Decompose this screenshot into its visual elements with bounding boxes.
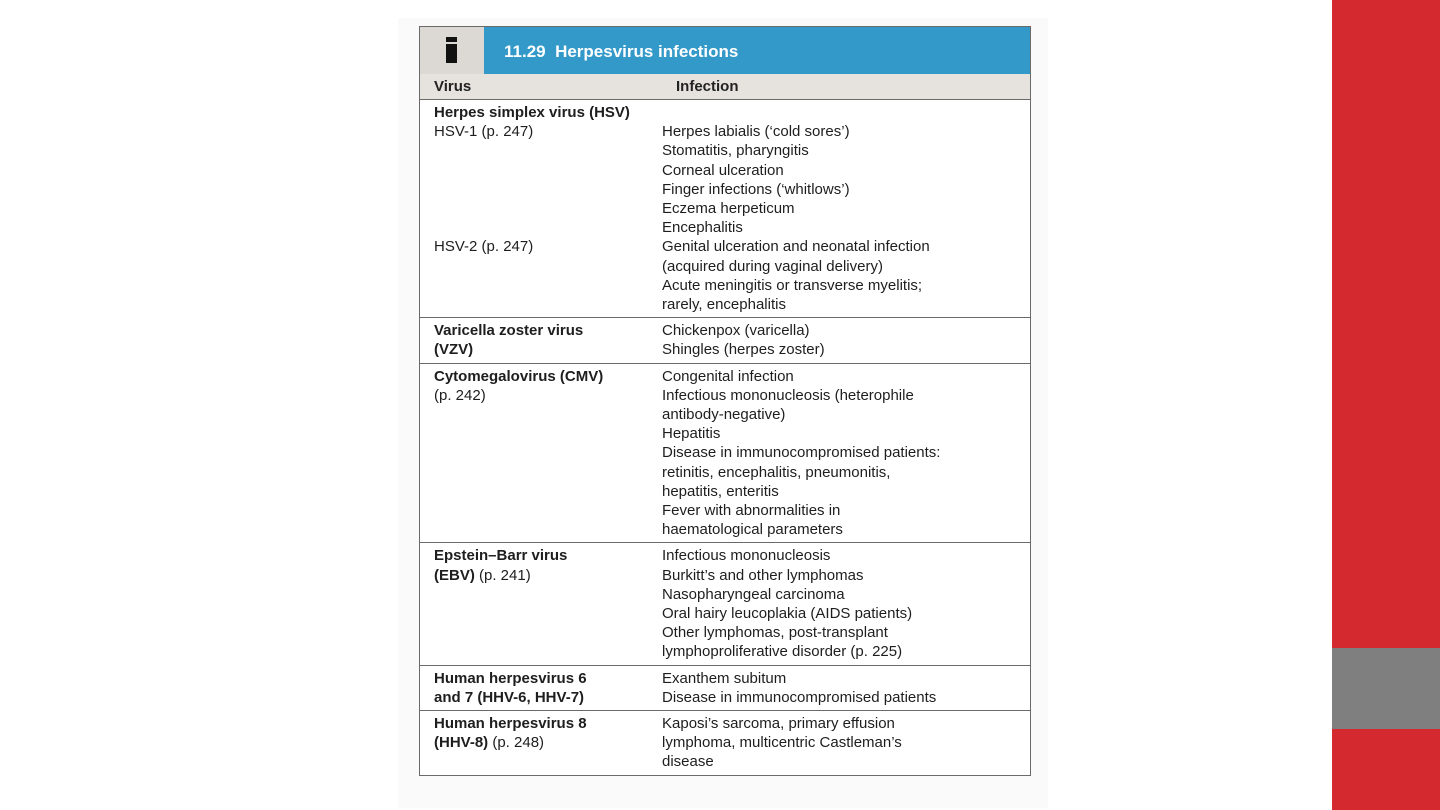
- infection-line: disease: [662, 753, 714, 771]
- virus-abbrev: (EBV): [434, 566, 475, 584]
- infection-cell: [662, 546, 1030, 661]
- column-headers: [420, 74, 1030, 100]
- virus-cell: [420, 321, 662, 359]
- virus-cell: [420, 546, 662, 661]
- info-icon: [446, 37, 457, 61]
- infection-line: Genital ulceration and neonatal infection: [662, 238, 930, 256]
- table-row-vzv: [420, 318, 1030, 363]
- infection-line: Stomatitis, pharyngitis: [662, 142, 809, 160]
- infection-line: Oral hairy leucoplakia (AIDS patients): [662, 605, 913, 623]
- infection-line: Shingles (herpes zoster): [662, 341, 825, 359]
- table-row-ebv: [420, 543, 1030, 665]
- virus-name: Cytomegalovirus (CMV): [434, 367, 604, 385]
- table-row-hhv67: [420, 666, 1030, 711]
- infection-line: (acquired during vaginal delivery): [662, 257, 883, 275]
- table-header-bar: [420, 27, 1030, 74]
- infection-line: Chickenpox (varicella): [662, 322, 810, 340]
- table-title: 11.29 Herpesvirus infections: [504, 42, 739, 61]
- infection-line: Infectious mononucleosis: [662, 547, 831, 565]
- infection-line: retinitis, encephalitis, pneumonitis,: [662, 463, 891, 481]
- infection-line: Burkitt’s and other lymphomas: [662, 566, 864, 584]
- table-row-hsv: [420, 100, 1030, 318]
- virus-page-ref: (p. 248): [488, 734, 545, 752]
- hsv-group-label: Herpes simplex virus (HSV): [434, 104, 630, 121]
- table-row-hhv8: [420, 711, 1030, 775]
- infection-line: Exanthem subitum: [662, 669, 787, 687]
- infection-line: Congenital infection: [662, 367, 794, 385]
- virus-name: (VZV): [434, 341, 474, 359]
- infection-line: Other lymphomas, post-transplant: [662, 624, 888, 642]
- hsv1-label: HSV-1 (p. 247): [434, 123, 534, 141]
- infection-column-header: Infection: [676, 78, 739, 95]
- virus-page-ref: (p. 242): [434, 386, 486, 404]
- table-row-cmv: [420, 364, 1030, 544]
- infection-line: Disease in immunocompromised patients:: [662, 444, 941, 462]
- infection-line: hepatitis, enteritis: [662, 482, 779, 500]
- infection-line: Eczema herpeticum: [662, 200, 795, 217]
- hsv2-label: HSV-2 (p. 247): [434, 238, 534, 256]
- infection-line: Fever with abnormalities in: [662, 502, 841, 520]
- infection-line: Encephalitis: [662, 219, 743, 237]
- infection-line: Infectious mononucleosis (heterophile: [662, 386, 914, 404]
- infection-cell: [662, 669, 1030, 707]
- virus-name: Human herpesvirus 6: [434, 669, 587, 687]
- infection-line: Finger infections (‘whitlows’): [662, 180, 850, 198]
- infection-cell: [662, 367, 1030, 540]
- infection-cell: [662, 714, 1030, 772]
- info-box: [420, 27, 484, 74]
- infection-line: Herpes labialis (‘cold sores’): [662, 123, 850, 141]
- infection-cell: [662, 321, 1030, 359]
- herpesvirus-table: [419, 26, 1031, 776]
- infection-line: Nasopharyngeal carcinoma: [662, 585, 845, 603]
- infection-line: lymphoproliferative disorder (p. 225): [662, 643, 903, 661]
- virus-cell: [420, 103, 662, 314]
- virus-abbrev: (HHV-8): [434, 734, 489, 752]
- infection-line: Corneal ulceration: [662, 161, 784, 179]
- infection-line: antibody-negative): [662, 406, 786, 424]
- virus-name: and 7 (HHV-6, HHV-7): [434, 688, 585, 706]
- infection-cell: [662, 103, 1030, 314]
- grey-side-block: [1332, 648, 1440, 729]
- infection-line: lymphoma, multicentric Castleman’s: [662, 734, 902, 752]
- virus-name: Varicella zoster virus: [434, 322, 584, 340]
- infection-line: Acute meningitis or transverse myelitis;: [662, 276, 923, 294]
- virus-name: Epstein–Barr virus: [434, 547, 568, 565]
- virus-cell: [420, 669, 662, 707]
- infection-line: Kaposi’s sarcoma, primary effusion: [662, 715, 895, 733]
- virus-cell: [420, 714, 662, 772]
- infection-line: Disease in immunocompromised patients: [662, 688, 937, 706]
- virus-column-header: Virus: [434, 78, 472, 95]
- infection-line: Hepatitis: [662, 425, 721, 443]
- virus-cell: [420, 367, 662, 540]
- infection-line: rarely, encephalitis: [662, 296, 786, 314]
- infection-line: haematological parameters: [662, 521, 843, 539]
- virus-page-ref: (p. 241): [474, 566, 531, 584]
- virus-name: Human herpesvirus 8: [434, 715, 587, 733]
